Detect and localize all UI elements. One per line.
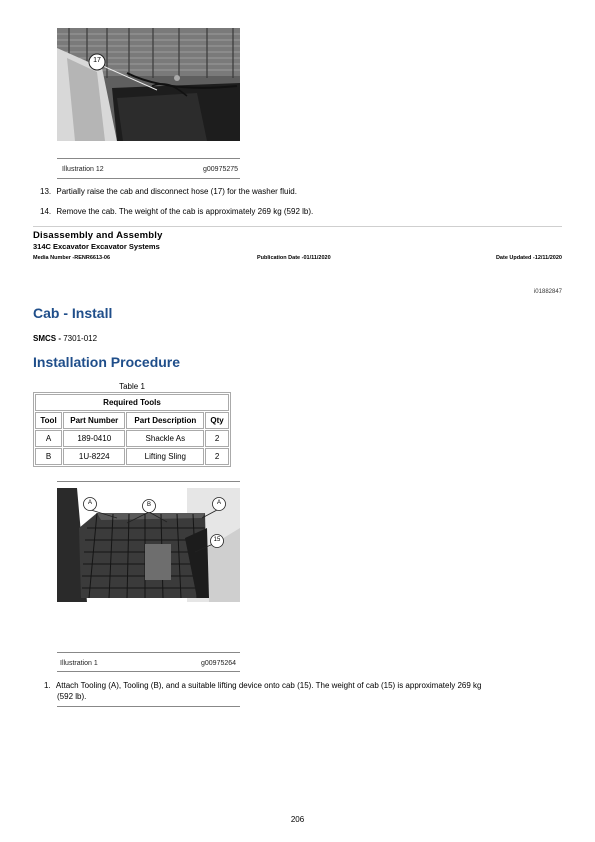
illustration-12-photo	[57, 28, 240, 141]
step-text-line-2: (592 lb).	[57, 692, 87, 701]
illustration-1-caption: Illustration 1	[60, 660, 98, 667]
callout-15: 15	[213, 537, 221, 543]
table-cell: 2	[205, 448, 229, 465]
media-number: Media Number -RENR6613-06	[33, 255, 111, 261]
step-text-line-1: Attach Tooling (A), Tooling (B), and a suitable lifting device onto cab (15). The weight of cab (15) is approximately 269 kg	[55, 681, 482, 690]
table-header-row	[35, 412, 229, 429]
step-number: 14.	[40, 207, 52, 216]
document-title: Disassembly and Assembly	[33, 230, 163, 241]
step-text: Partially raise the cab and disconnect hose (17) for the washer fluid.	[56, 187, 297, 196]
table-row	[35, 448, 229, 465]
document-id: i01882847	[533, 289, 562, 295]
smcs-value: 7301-012	[63, 334, 98, 343]
table-row	[35, 430, 229, 447]
table-cell: Shackle As	[126, 430, 204, 447]
callout-a-right: A	[216, 500, 221, 506]
section-divider	[33, 226, 562, 227]
illustration-12-caption: Illustration 12	[62, 166, 104, 173]
step-1-rule	[57, 706, 240, 707]
column-header: Part Number	[63, 412, 125, 429]
table-cell: 189-0410	[63, 430, 125, 447]
section-title: Cab - Install	[33, 305, 113, 321]
step-14	[40, 206, 313, 217]
column-header: Part Description	[126, 412, 204, 429]
step-number: 13.	[40, 187, 52, 196]
table-cell: Lifting Sling	[126, 448, 204, 465]
column-header: Tool	[35, 412, 62, 429]
smcs-label: SMCS -	[33, 334, 61, 343]
table-caption: Table 1	[119, 382, 145, 391]
step-13	[40, 186, 297, 197]
illustration-1-top-rule	[57, 481, 240, 482]
column-header: Qty	[205, 412, 229, 429]
document-subtitle: 314C Excavator Excavator Systems	[33, 242, 160, 251]
procedure-title: Installation Procedure	[33, 354, 181, 370]
step-text: Remove the cab. The weight of the cab is approximately 269 kg (592 lb).	[56, 207, 314, 216]
table-cell: B	[35, 448, 62, 465]
table-title: Required Tools	[35, 394, 229, 411]
table-title-row	[35, 394, 229, 411]
page-number: 206	[290, 815, 305, 824]
illustration-12-top-rule	[57, 158, 240, 159]
illustration-1-bottom-rule	[57, 671, 240, 672]
illustration-1-mid-rule	[57, 652, 240, 653]
table-cell: 1U-8224	[63, 448, 125, 465]
table-cell: 2	[205, 430, 229, 447]
publication-date: Publication Date -01/11/2020	[257, 255, 331, 261]
callout-a-left: A	[87, 500, 92, 506]
table-cell: A	[35, 430, 62, 447]
smcs-code	[33, 334, 97, 343]
date-updated: Date Updated -12/11/2020	[495, 255, 562, 261]
step-number: 1.	[44, 681, 51, 690]
callout-17: 17	[93, 57, 101, 64]
illustration-1-photo	[57, 488, 240, 602]
required-tools-table	[33, 392, 231, 467]
illustration-12-id: g00975275	[203, 166, 239, 173]
step-1	[44, 680, 564, 702]
illustration-1-id: g00975264	[201, 660, 237, 667]
callout-b: B	[146, 502, 151, 508]
illustration-12-bottom-rule	[57, 178, 240, 179]
